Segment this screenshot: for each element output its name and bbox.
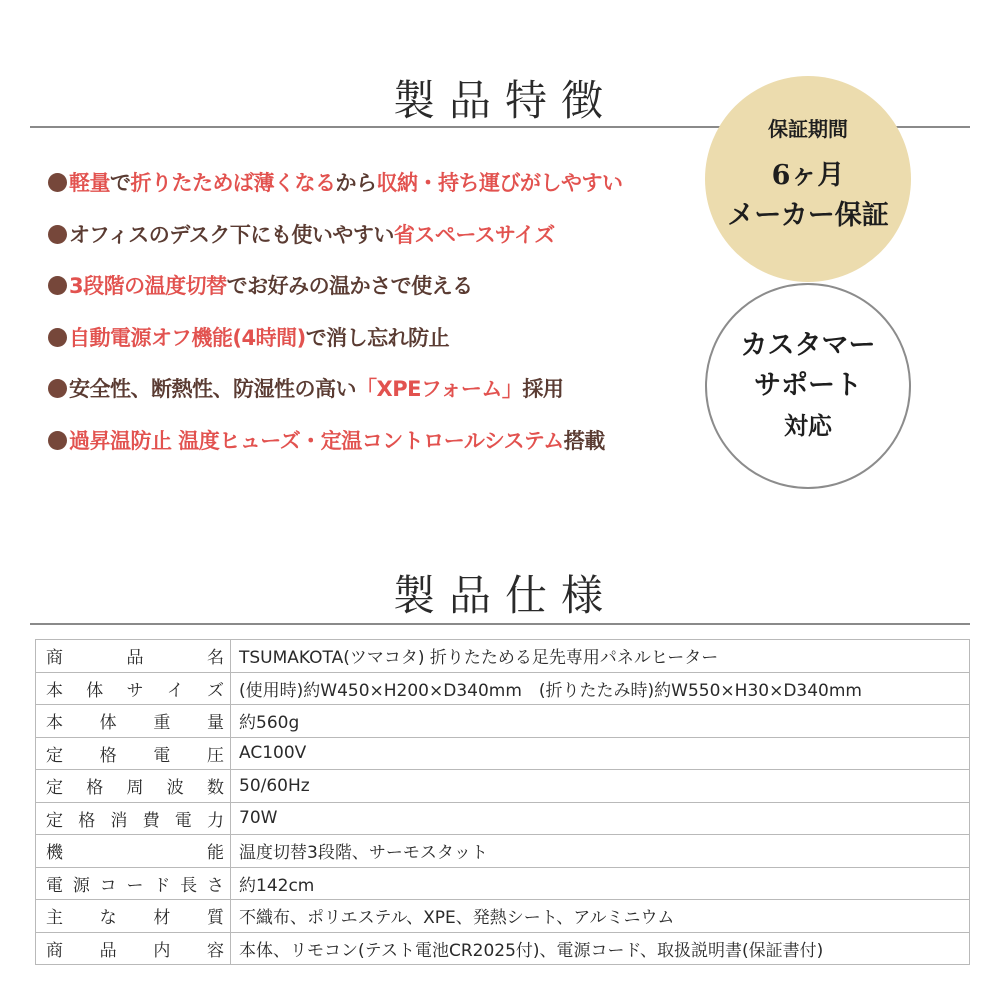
feature-item [48,216,688,268]
spec-label-char: 能 [207,843,224,864]
spec-label-char: 力 [206,810,224,831]
spec-label-char: 電 [174,810,192,831]
spec-label-char: 商 [46,648,63,669]
feature-item [48,267,688,319]
spec-label-char: 定 [46,745,63,766]
spec-label-char: 格 [86,778,104,799]
feature-text: で [110,171,131,195]
feature-text: 搭載 [563,428,605,453]
spec-label-char: 波 [166,778,184,799]
spec-row [36,835,970,868]
spec-row [36,672,970,705]
feature-item [48,422,688,474]
feature-text: で消し忘れ防止 [305,325,450,350]
spec-label-char: 消 [110,810,128,831]
spec-label-char: コ [99,875,117,896]
spec-label-char: 機 [46,843,63,864]
spec-label-char: 質 [206,908,224,929]
spec-label-char: ズ [207,680,224,701]
spec-label-char: 格 [99,745,117,766]
support-line-3: 対応 [784,411,832,440]
feature-item [48,319,688,371]
feature-text: でお好みの温かさで使える [226,274,473,298]
spec-label [36,867,231,900]
feature-highlight-text: 過昇温防止 温度ヒューズ・定温コントロールシステム [69,428,564,453]
spec-table [35,639,970,965]
spec-label-char: 定 [46,778,63,799]
feature-text: 安全性、断熱性、防湿性の高い [69,377,356,401]
spec-label-char: 本 [46,713,63,734]
spec-label-char: 商 [46,940,63,961]
bullet-icon [48,379,67,398]
feature-item [48,370,688,422]
spec-row [36,737,970,770]
spec-label [36,672,231,705]
bullet-icon [48,431,67,450]
spec-label-char: 容 [206,940,224,961]
spec-label-char: 周 [126,778,144,799]
spec-label [36,900,231,933]
bullet-icon [48,328,67,347]
spec-value: 50/60Hz [231,770,970,803]
bullet-icon [48,225,67,244]
spec-label [36,705,231,738]
spec-label [36,835,231,868]
spec-row [36,867,970,900]
warranty-type: メーカー保証 [727,199,889,231]
feature-highlight-text: 軽量 [69,171,110,195]
spec-label [36,932,231,965]
spec-row [36,705,970,738]
spec-label-char: 電 [46,875,63,896]
spec-row [36,640,970,673]
spec-label-char: ド [153,875,171,896]
spec-value: 不織布、ポリエステル、XPE、発熱シート、アルミニウム [231,900,970,933]
spec-label-char: な [99,908,117,929]
feature-highlight-text: 「XPEフォーム」 [356,377,523,401]
spec-label-char: 費 [142,810,160,831]
spec-value: 約142cm [231,867,970,900]
support-badge [705,283,911,489]
spec-label-char: 主 [46,908,63,929]
spec-label-char: 定 [46,810,63,831]
features-title: 製品特徴 [392,76,617,125]
spec-label-char: 体 [86,680,104,701]
spec-value: 70W [231,802,970,835]
spec-title: 製品仕様 [392,571,617,620]
spec-label-char: 重 [153,713,171,734]
feature-list [48,164,688,473]
bullet-icon [48,276,67,295]
feature-highlight-text: 省スペースサイズ [393,222,555,247]
feature-highlight-text: 3段階の温度切替 [69,274,227,298]
spec-value: TSUMAKOTA(ツマコタ) 折りたためる足先専用パネルヒーター [231,640,970,673]
feature-text: から [335,171,377,195]
spec-label-char: 格 [78,810,96,831]
feature-highlight-text: 自動電源オフ機能(4時間) [69,325,306,350]
spec-label [36,640,231,673]
spec-label-char: ー [126,875,144,896]
support-line-1: カスタマー [740,330,876,361]
warranty-badge [705,76,911,282]
feature-highlight-text: 折りたためば薄くなる [130,171,336,195]
spec-label-char: 品 [126,648,144,669]
spec-value: 温度切替3段階、サーモスタット [231,835,970,868]
warranty-label: 保証期間 [768,116,848,141]
feature-text: オフィスのデスク下にも使いやすい [69,222,394,247]
spec-value: 本体、リモコン(テスト電池CR2025付)、電源コード、取扱説明書(保証書付) [231,932,970,965]
spec-label-char: 量 [206,713,224,734]
bullet-icon [48,173,67,192]
spec-label-char: 圧 [206,745,224,766]
spec-value: (使用時)約W450×H200×D340mm (折りたたみ時)約W550×H30×D340mm [231,672,970,705]
spec-row [36,770,970,803]
spec-row [36,932,970,965]
spec-label-char: イ [166,680,184,701]
feature-text: 採用 [522,377,564,401]
spec-row [36,802,970,835]
spec-label [36,802,231,835]
spec-row [36,900,970,933]
spec-label [36,737,231,770]
spec-label [36,770,231,803]
spec-label-char: 電 [153,745,171,766]
spec-label-char: 源 [72,875,90,896]
spec-label-char: 内 [153,940,171,961]
spec-value: 約560g [231,705,970,738]
support-line-2: サポート [754,370,862,401]
feature-highlight-text: 収納・持ち運びがしやすい [376,171,623,195]
spec-label-char: 品 [99,940,117,961]
spec-label-char: 材 [153,908,171,929]
spec-label-char: 長 [180,875,198,896]
spec-label-char: 本 [46,680,63,701]
spec-label-char: 体 [99,713,117,734]
spec-value: AC100V [231,737,970,770]
spec-label-char: 名 [207,648,224,669]
spec-label-char: さ [206,875,224,896]
spec-divider [30,623,970,625]
spec-label-char: サ [126,680,144,701]
warranty-period: 6ヶ月 [771,159,845,191]
feature-item [48,164,688,216]
spec-label-char: 数 [207,778,224,799]
